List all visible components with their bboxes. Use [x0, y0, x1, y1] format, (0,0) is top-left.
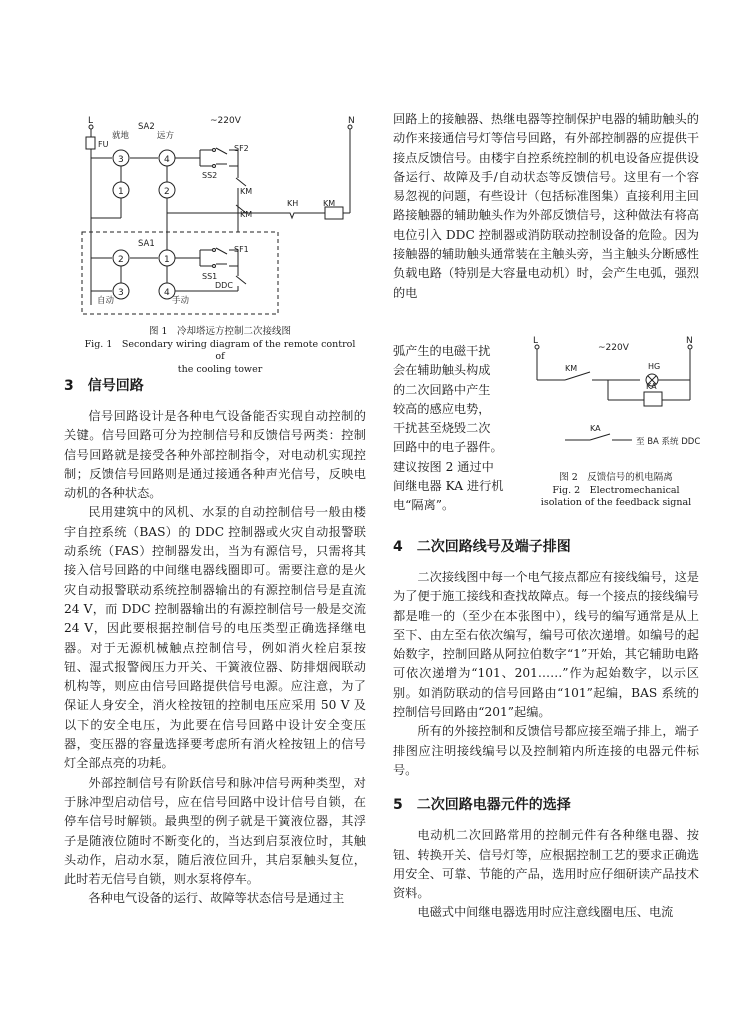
fig1-label-SF1: SF1 — [234, 245, 249, 254]
section-5-title: 5 二次回路电器元件的选择 — [393, 797, 571, 814]
wrap-line: 回路中的电子器件。 — [393, 440, 503, 455]
section-3-para-4: 各种电气设备的运行、故障等状态信号是通过主 — [88, 891, 345, 906]
svg-text:2: 2 — [118, 255, 124, 265]
fig1-label-SA2: SA2 — [138, 122, 155, 132]
wrap-line: 干扰甚至烧毁二次 — [393, 421, 491, 436]
section-4-title: 4 二次回路线号及端子排图 — [393, 539, 571, 555]
fig1-label-L: L — [88, 116, 94, 126]
fig1-caption-en-2: the cooling tower — [177, 363, 263, 375]
section-3-title: 3 信号回路 — [64, 378, 144, 394]
fig2-caption — [526, 472, 706, 510]
fig1-label-SF2: SF2 — [234, 144, 249, 153]
fig2-caption-en-1: Fig. 2 Electromechanical — [552, 484, 680, 496]
svg-text:3: 3 — [118, 288, 124, 298]
section-5-para-2: 电磁式中间继电器选用时应注意线圈电压、电流 — [417, 905, 674, 920]
svg-text:2: 2 — [164, 187, 170, 197]
wrap-line: 间继电器 KA 进行机 — [393, 479, 504, 494]
fig2-label-KA-contact: KA — [590, 424, 601, 433]
right-wrap-text — [393, 342, 521, 516]
figure-2-isolation-diagram — [526, 330, 704, 456]
wrap-line: 较高的感应电势， — [393, 401, 491, 416]
fig1-caption — [80, 326, 360, 376]
wrap-line: 会在辅助触头构成 — [393, 363, 491, 378]
fig1-label-local: 就地 — [112, 131, 130, 141]
fig1-label-manual: 手动 — [172, 296, 190, 306]
fig1-label-SS2: SS2 — [202, 171, 218, 180]
fig2-caption-cn: 图 2 反馈信号的机电隔离 — [559, 472, 673, 483]
fig1-label-remote: 远方 — [157, 131, 175, 141]
section-4-para-1: 二次接线图中每一个电气接点都应有接线编号，这是为了便于施工接线和查找故障点。每一个接点的接线编号都是唯一的（至少在本张图中），线号的编写通常是从上至下、由左至右依次编写，编号可依次递增。如编号的起始数字，控制回路从阿拉伯数字“1”开始，其它辅助电路可依次递增为“101、201……”作为起始数字，以示区别。如消防联动的信号回路由“101”起编，BAS 系统的控制信号回路由“201”起编。 — [393, 570, 699, 720]
fig2-caption-en-2: isolation of the feedback signal — [540, 497, 692, 508]
section-5-para-1: 电动机二次回路常用的控制元件有各种继电器、按钮、转换开关、信号灯等，应根据控制工艺的要求正确选用安全、可靠、节能的产品，选用时应仔细研读产品技术资料。 — [393, 828, 699, 901]
fig2-label-KA: KA — [646, 382, 657, 391]
right-para-top: 回路上的接触器、热继电器等控制保护电器的辅助触头的动作来接通信号灯等信号回路，有外部控制器的应提供干接点反馈信号。由楼宇自控系统控制的机电设备应提供设备运行、故障及手/自动状态等反馈信号。这里有一个容易忽视的问题，有些设计（包括标准图集）直接利用主回路接触器的辅助触头作为外部反馈信号，这种做法有将高电位引入 DDC 控制器或消防联动控制设备的危险。因为接触器的辅助触头通常装在主触头旁，当主触头分断感性负载电路（特别是大容量电动机）时，会产生电弧，强烈的电 — [393, 112, 699, 300]
figure-1-wiring-diagram — [72, 112, 364, 324]
fig1-caption-en-1: Fig. 1 Secondary wiring diagram of the remote control of — [84, 338, 356, 362]
fig2-label-L: L — [533, 336, 539, 346]
fig1-label-FU: FU — [98, 140, 109, 149]
fig1-label-KM-2: KM — [240, 210, 253, 219]
fig1-label-KH: KH — [287, 199, 299, 208]
svg-text:3: 3 — [118, 155, 124, 165]
right-column-bottom — [393, 536, 699, 923]
fig2-label-N: N — [686, 336, 693, 346]
fig1-label-SA1: SA1 — [138, 239, 155, 249]
fig2-label-HG: HG — [648, 362, 661, 371]
svg-text:4: 4 — [164, 288, 170, 298]
fig1-label-voltage: ~220V — [210, 116, 241, 126]
fig1-label-DDC: DDC — [215, 281, 233, 290]
fig1-label-KM-coil: KM — [323, 199, 336, 208]
left-column — [64, 375, 366, 909]
fig1-label-auto: 自动 — [97, 296, 115, 306]
fig1-label-N: N — [348, 116, 355, 126]
section-3-para-1: 信号回路设计是各种电气设备能否实现自动控制的关键。信号回路可分为控制信号和反馈信号两类：控制信号回路就是接受各种外部控制指令，对电动机实现控制；反馈信号回路则是通过接通各种声光信号，反映电动机的各种状态。 — [64, 409, 366, 501]
section-4-para-2: 所有的外接控制和反馈信号都应接至端子排上，端子排图应注明接线编号以及控制箱内所连接的电器元件标号。 — [393, 724, 699, 777]
wrap-line: 弧产生的电磁干扰 — [393, 344, 491, 358]
svg-text:1: 1 — [164, 255, 170, 265]
fig2-label-voltage: ~220V — [598, 343, 629, 353]
fig1-label-SS1: SS1 — [202, 272, 218, 281]
fig1-caption-cn: 图 1 冷却塔远方控制二次接线图 — [148, 326, 292, 337]
wrap-line: 的二次回路中产生 — [393, 382, 491, 397]
wrap-line: 建议按图 2 通过中 — [393, 459, 494, 474]
section-3-para-2: 民用建筑中的风机、水泵的自动控制信号一般由楼宇自控系统（BAS）的 DDC 控制器或火灾自动报警联动系统（FAS）控制器发出，当为有源信号，只需将其接入信号回路的中间继电器线圈即可。需要注意的是火灾自动报警联动系统控制器输出的有源控制信号是直流 24 V，而 DDC 控制器输出的有源控制信号一般是交流 24 V，因此要根据控制信号的电压类型正确选择继电器。对于无源机械触点控制信号，例如消火栓启泵按钮、湿式报警阀压力开关、干簧液位器、防排烟阀联动机构等，则应由信号回路提供信号电源。应注意，为了保证人身安全，消火栓按钮的控制电压应采用 50 V 及以下的安全电压，为此要在信号回路中设计安全变压器，变压器的容量选择要考虑所有消火栓按钮上的信号灯全部点亮的功耗。 — [64, 505, 366, 771]
right-column-top — [393, 110, 699, 303]
svg-text:1: 1 — [118, 187, 124, 197]
fig2-label-KM: KM — [565, 364, 578, 373]
wrap-line: 电“隔离”。 — [393, 498, 455, 513]
svg-text:4: 4 — [164, 155, 170, 165]
section-3-para-3: 外部控制信号有阶跃信号和脉冲信号两种类型，对于脉冲型启动信号，应在信号回路中设计信号自锁，在停车信号时解锁。最典型的例子就是干簧液位器，其浮子是随液位随时不断变化的，当达到启泵液位时，其触头动作，启动水泵，随后液位回升，其启泵触头复位，此时若无信号自锁，则水泵将停车。 — [64, 775, 366, 887]
fig2-label-ddc: 至 BA 系统 DDC — [636, 437, 701, 447]
fig1-label-KM-1: KM — [240, 187, 253, 196]
